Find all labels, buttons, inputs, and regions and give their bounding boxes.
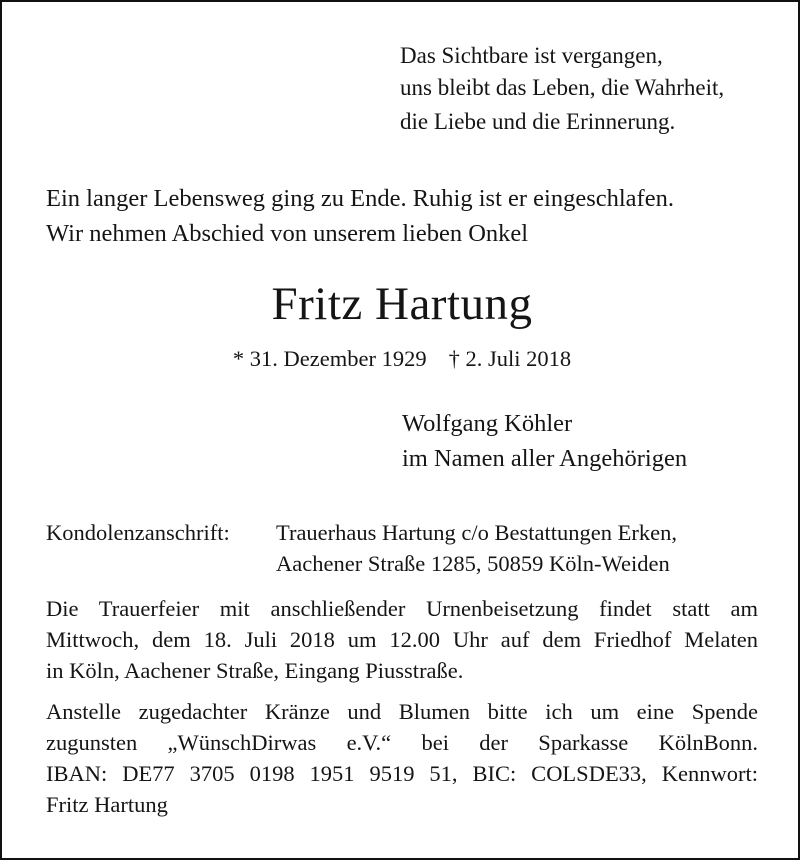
donation-line: Fritz Hartung: [46, 792, 168, 817]
condolence-address-line: Trauerhaus Hartung c/o Bestattungen Erken,: [276, 520, 677, 545]
donation-paragraph: [46, 696, 758, 820]
life-dates: [2, 346, 800, 372]
donation-line: zugunsten „WünschDirwas e.V.“ bei der Sparkasse KölnBonn.: [46, 730, 758, 755]
intro-line: Wir nehmen Abschied von unserem lieben Onkel: [46, 220, 529, 247]
signature-line: im Namen aller Angehörigen: [402, 445, 688, 472]
signature-line: Wolfgang Köhler: [402, 410, 573, 437]
funeral-line: in Köln, Aachener Straße, Eingang Piusstraße.: [46, 658, 464, 683]
condolence-label: Kondolenzanschrift:: [46, 520, 230, 545]
donation-line: IBAN: DE77 3705 0198 1951 9519 51, BIC: COLSDE33, Kennwort:: [46, 761, 758, 786]
donation-line: Anstelle zugedachter Kränze und Blumen bitte ich um eine Spende: [46, 699, 758, 724]
funeral-paragraph: [46, 593, 758, 686]
funeral-line: Mittwoch, dem 18. Juli 2018 um 12.00 Uhr auf dem Friedhof Melaten: [46, 627, 758, 652]
condolence-address-line: Aachener Straße 1285, 50859 Köln-Weiden: [276, 551, 670, 576]
intro-line: Ein langer Lebensweg ging zu Ende. Ruhig ist er eingeschlafen.: [46, 185, 674, 212]
death-date: † 2. Juli 2018: [448, 346, 572, 371]
motto-line: uns bleibt das Leben, die Wahrheit,: [400, 75, 725, 100]
birth-date: * 31. Dezember 1929: [232, 346, 427, 371]
motto-line: Das Sichtbare ist vergangen,: [400, 43, 663, 68]
motto-line: die Liebe und die Erinnerung.: [400, 109, 676, 134]
deceased-name: Fritz Hartung: [271, 278, 533, 330]
funeral-line: Die Trauerfeier mit anschließender Urnenbeisetzung findet statt am: [46, 596, 758, 621]
